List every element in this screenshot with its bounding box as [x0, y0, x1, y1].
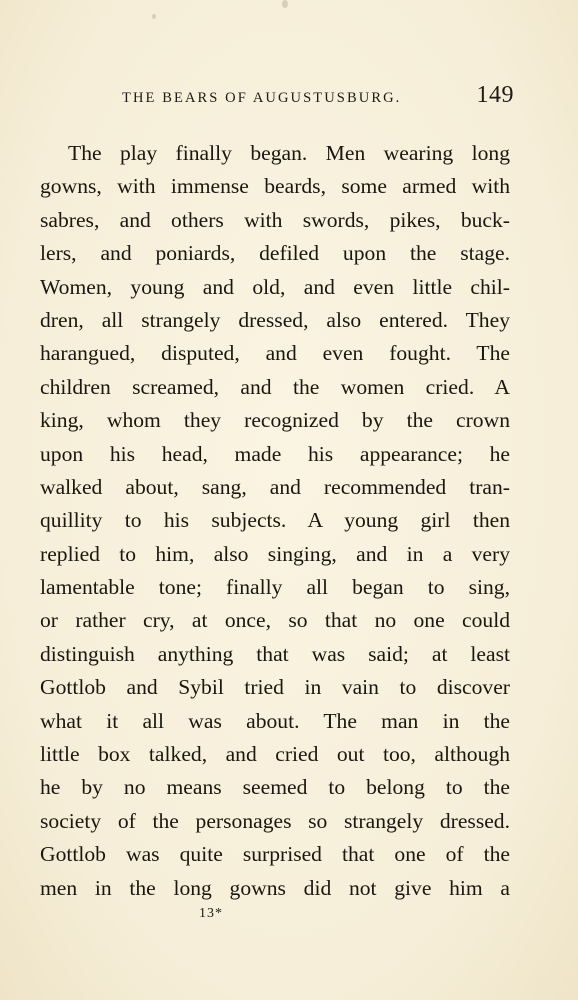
signature-mark: 13* — [199, 906, 223, 921]
text-line: what it all was about. The man in the — [40, 708, 510, 733]
running-title: THE BEARS OF AUGUSTUSBURG. — [122, 90, 402, 106]
text-line: The play finally began. Men wearing long — [68, 141, 510, 165]
text-line: sabres, and others with swords, pikes, buck- — [40, 207, 510, 232]
text-line: society of the personages so strangely dressed. — [40, 808, 510, 833]
text-line: or rather cry, at once, so that no one could — [40, 608, 510, 633]
text-line: quillity to his subjects. A young girl then — [40, 508, 510, 533]
text-line: walked about, sang, and recommended tran- — [40, 474, 510, 499]
text-line: harangued, disputed, and even fought. The — [40, 341, 510, 366]
paper-speck — [152, 14, 156, 19]
text-line: Women, young and old, and even little chil- — [40, 274, 510, 299]
text-line: little box talked, and cried out too, although — [40, 742, 510, 767]
text-line: gowns, with immense beards, some armed with — [40, 174, 510, 199]
text-line: Gottlob was quite surprised that one of the — [40, 842, 510, 867]
paper-speck — [282, 0, 288, 8]
text-line: lers, and poniards, defiled upon the stage. — [40, 241, 510, 266]
text-line: distinguish anything that was said; at least — [40, 641, 510, 666]
text-line: dren, all strangely dressed, also entered. They — [40, 307, 510, 332]
text-line: upon his head, made his appearance; he — [40, 441, 510, 466]
text-line: men in the long gowns did not give him a — [40, 875, 510, 900]
text-line: children screamed, and the women cried. A — [40, 374, 510, 399]
text-line: king, whom they recognized by the crown — [40, 408, 510, 433]
text-line: Gottlob and Sybil tried in vain to discover — [40, 675, 510, 700]
page-number: 149 — [476, 82, 514, 108]
body-text — [40, 137, 510, 905]
text-line: lamentable tone; finally all began to sing, — [40, 575, 510, 600]
text-line: he by no means seemed to belong to the — [40, 775, 510, 800]
text-line: replied to him, also singing, and in a very — [40, 541, 510, 566]
